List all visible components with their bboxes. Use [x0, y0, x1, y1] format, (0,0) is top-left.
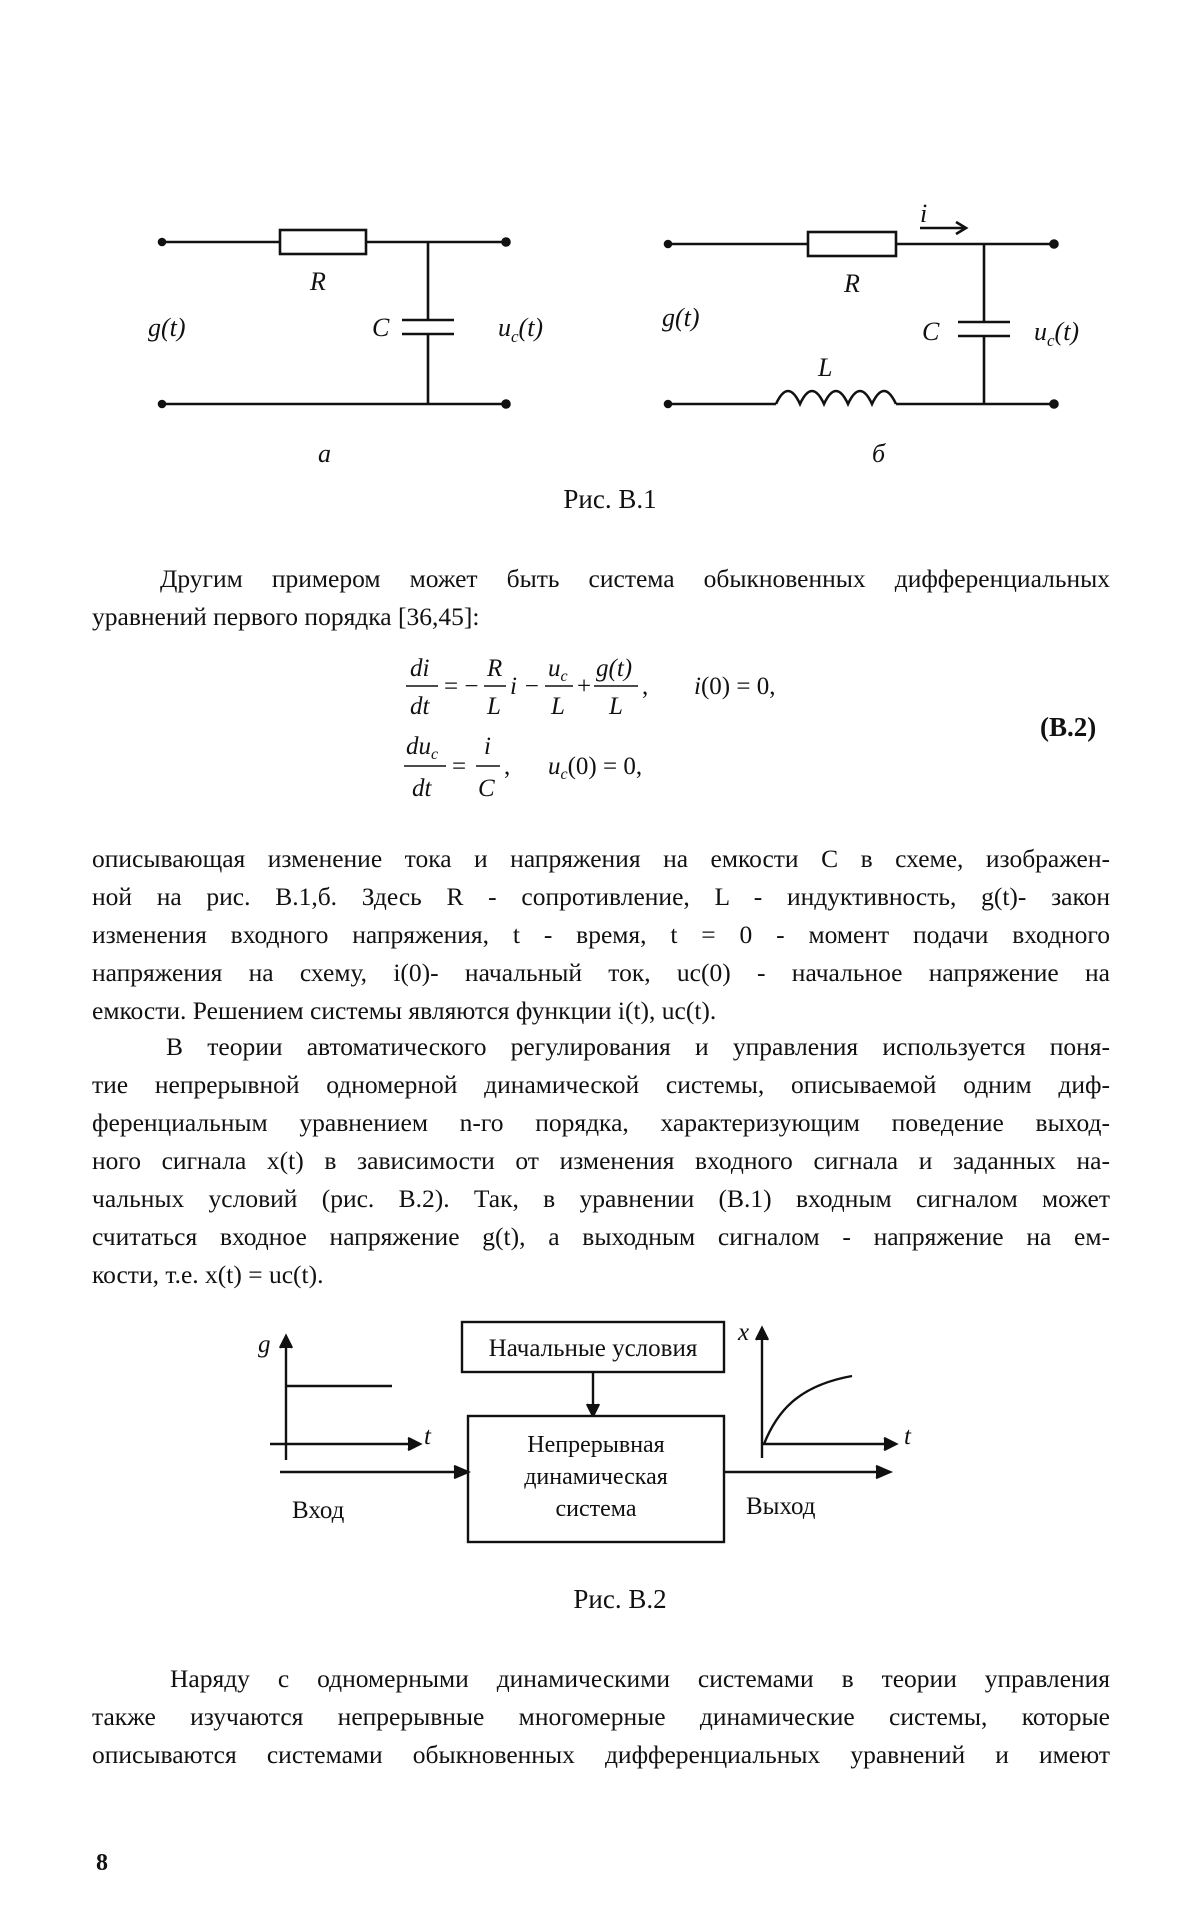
resistor-b — [808, 232, 896, 256]
svg-text:dt: dt — [412, 775, 432, 802]
text-line: Наряду с одномерными динамическими системами в теории управления — [170, 1664, 1110, 1693]
svg-text:C: C — [478, 775, 495, 802]
text-line: емкости. Решением системы являются функции i(t), uc(t). — [92, 996, 717, 1025]
equation-b2 — [0, 648, 1200, 818]
svg-text:i −: i − — [510, 673, 541, 700]
text-line: описываются системами обыкновенных дифференциальных уравнений и имеют — [92, 1740, 1110, 1769]
svg-text:duc: $du_c$ — [406, 733, 439, 763]
axis-label-x: x — [738, 1319, 750, 1346]
label-l-b: L — [818, 353, 833, 382]
axis-label-t-right: t — [904, 1423, 911, 1450]
text-line: ференциальным уравнением n-го порядка, характеризующим поведение выход- — [92, 1108, 1110, 1137]
label-uc-b: $u_c(t)$ — [1034, 317, 1080, 350]
axis-label-t-left: t — [424, 1423, 431, 1450]
svg-text:i(0) = 0,: i(0) = 0, — [694, 673, 776, 700]
svg-text:,: , — [504, 753, 511, 780]
svg-text:L: L — [487, 693, 501, 720]
paragraph-3 — [92, 1028, 1110, 1294]
label-r-b: R — [844, 269, 860, 298]
label-i-b: i — [920, 199, 928, 228]
label-r-a: R — [310, 267, 326, 296]
text-line: ной на рис. В.1,б. Здесь R - сопротивление, L - индуктивность, g(t)- закон — [92, 882, 1110, 911]
svg-text:L: L — [551, 693, 565, 720]
init-conditions-label: Начальные условия — [488, 1335, 698, 1362]
label-c-b: C — [922, 317, 940, 346]
output-curve — [764, 1376, 852, 1444]
sublabel-a: а — [318, 439, 331, 468]
label-uc-a: $u_c(t)$ — [498, 313, 544, 346]
svg-text:=: = — [452, 753, 467, 780]
system-label-2: динамическая — [524, 1464, 668, 1490]
text-line: тие непрерывной одномерной динамической системы, описываемой одним диф- — [92, 1070, 1110, 1099]
resistor-a — [280, 230, 366, 254]
inductor-b — [776, 391, 896, 404]
label-g-b: g(t) — [662, 303, 700, 332]
text-line: описывающая изменение тока и напряжения на емкости C в схеме, изображен- — [92, 844, 1110, 873]
svg-text:uc(0) = 0,: $u_c(0) = 0$, — [548, 753, 643, 783]
text-line: кости, т.е. x(t) = uc(t). — [92, 1260, 324, 1289]
paragraph-1 — [92, 560, 1110, 636]
svg-text:di: di — [410, 655, 430, 682]
figure-b1 — [0, 0, 1200, 470]
label-c-a: C — [372, 313, 390, 342]
circuit-b — [665, 222, 1058, 408]
svg-text:L: L — [609, 693, 623, 720]
paragraph-4 — [92, 1660, 1110, 1774]
svg-text:dt: dt — [410, 693, 430, 720]
figure-b2 — [0, 1310, 1200, 1570]
caption-fig-b1: Рис. В.1 — [563, 484, 657, 514]
text-line: изменения входного напряжения, t - время, t = 0 - момент подачи входного — [92, 920, 1110, 949]
text-line: ного сигнала x(t) в зависимости от изменения входного сигнала и заданных на- — [92, 1146, 1110, 1175]
svg-text:g(t): g(t) — [596, 655, 633, 682]
svg-text:= −: = − — [444, 673, 479, 700]
circuit-a — [159, 230, 510, 408]
page-number: 8 — [96, 1850, 108, 1876]
text-line: чальных условий (рис. В.2). Так, в уравнении (В.1) входным сигналом может — [92, 1184, 1110, 1213]
text-line: В теории автоматического регулирования и управления используется поня- — [166, 1032, 1110, 1061]
label-g-a: g(t) — [148, 313, 186, 342]
text-line: уравнений первого порядка [36,45]: — [92, 602, 480, 631]
svg-text:uc: $u_c$ — [548, 655, 568, 685]
svg-text:i: i — [484, 733, 491, 760]
text-line: Другим примером может быть система обыкновенных дифференциальных — [160, 564, 1110, 593]
text-line: напряжения на схему, i(0)- начальный ток, uc(0) - начальное напряжение на — [92, 958, 1110, 987]
axis-label-g: g — [258, 1331, 271, 1358]
equation-number: (В.2) — [1040, 712, 1097, 742]
svg-text:R: R — [487, 655, 503, 682]
paragraph-2 — [92, 840, 1110, 1030]
input-label: Вход — [292, 1497, 345, 1524]
svg-text:+: + — [577, 673, 592, 700]
system-label-1: Непрерывная — [527, 1432, 665, 1458]
text-line: также изучаются непрерывные многомерные динамические системы, которые — [92, 1702, 1110, 1731]
caption-fig-b2: Рис. В.2 — [573, 1584, 667, 1614]
output-label: Выход — [746, 1493, 816, 1520]
text-line: считаться входное напряжение g(t), а выходным сигналом - напряжение на ем- — [92, 1222, 1110, 1251]
sublabel-b: б — [872, 439, 886, 468]
svg-text:,: , — [642, 673, 649, 700]
system-label-3: система — [555, 1496, 637, 1522]
